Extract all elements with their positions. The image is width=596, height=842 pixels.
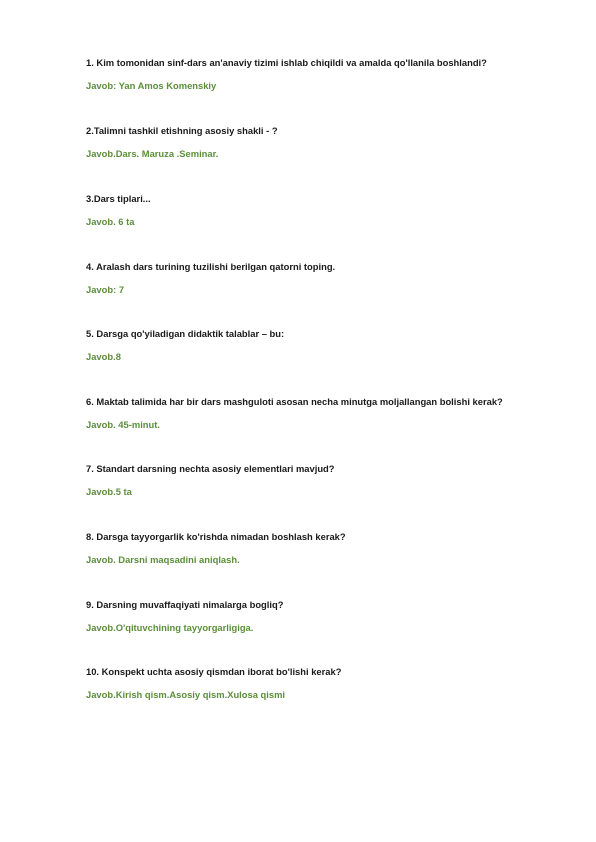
question-text: 3.Dars tiplari... bbox=[86, 193, 151, 204]
question-text: 2.Talimni tashkil etishning asosiy shakli - ? bbox=[86, 125, 278, 136]
question-text: 8. Darsga tayyorgarlik ko'rishda nimadan boshlash kerak? bbox=[86, 531, 346, 542]
question-text: 1. Kim tomonidan sinf-dars an'anaviy tizimi ishlab chiqildi va amalda qo'llanila boshlandi? bbox=[86, 57, 487, 68]
answer-text: Javob.O'qituvchining tayyorgarligiga. bbox=[86, 622, 254, 633]
answer-text: Javob. 45-minut. bbox=[86, 419, 160, 430]
answer-text: Javob.Dars. Maruza .Seminar. bbox=[86, 148, 219, 159]
qa-item-9 bbox=[86, 599, 566, 634]
qa-item-8 bbox=[86, 531, 566, 566]
question-text: 4. Aralash dars turining tuzilishi berilgan qatorni toping. bbox=[86, 261, 336, 272]
question-text: 6. Maktab talimida har bir dars mashguloti asosan necha minutga moljallangan bolishi kerak? bbox=[86, 396, 503, 407]
qa-item-3 bbox=[86, 193, 566, 228]
answer-text: Javob.Kirish qism.Asosiy qism.Xulosa qismi bbox=[86, 689, 286, 700]
answer-text: Javob.8 bbox=[86, 351, 121, 362]
answer-text: Javob: 7 bbox=[86, 284, 125, 295]
question-text: 7. Standart darsning nechta asosiy elementlari mavjud? bbox=[86, 463, 335, 474]
answer-text: Javob.5 ta bbox=[86, 486, 132, 497]
qa-item-2 bbox=[86, 125, 566, 160]
qa-item-6 bbox=[86, 396, 566, 431]
answer-text: Javob. 6 ta bbox=[86, 216, 135, 227]
question-text: 5. Darsga qo'yiladigan didaktik talablar – bu: bbox=[86, 328, 285, 339]
answer-text: Javob. Darsni maqsadini aniqlash. bbox=[86, 554, 240, 565]
qa-item-4 bbox=[86, 261, 566, 296]
question-text: 9. Darsning muvaffaqiyati nimalarga bogliq? bbox=[86, 599, 284, 610]
answer-text: Javob: Yan Amos Komenskiy bbox=[86, 80, 217, 91]
question-text: 10. Konspekt uchta asosiy qismdan iborat bo'lishi kerak? bbox=[86, 666, 342, 677]
qa-item-1 bbox=[86, 57, 566, 92]
qa-item-7 bbox=[86, 463, 566, 498]
qa-item-5 bbox=[86, 328, 566, 363]
qa-item-10 bbox=[86, 666, 566, 701]
